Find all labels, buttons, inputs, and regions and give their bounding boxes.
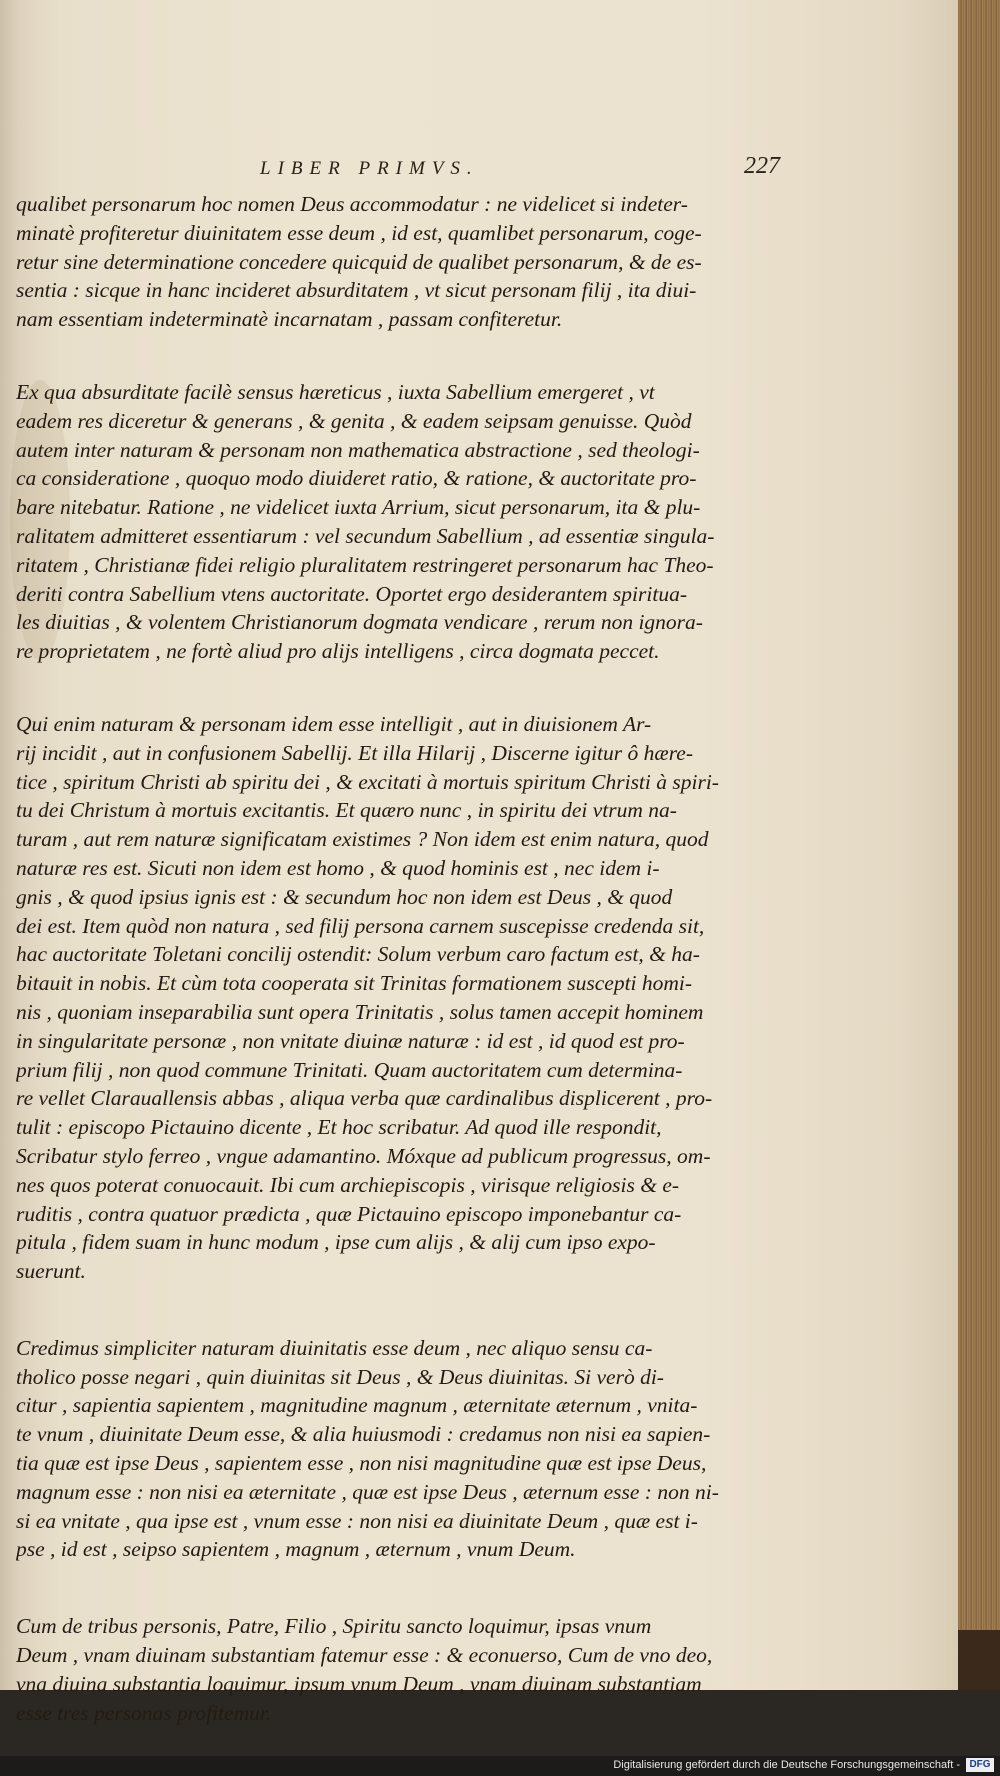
paragraph xyxy=(16,1334,786,1564)
text-line: bare nitebatur. Ratione , ne videlicet iuxta Arrium, sicut personarum, ita & plu- xyxy=(16,495,701,520)
text-line: Credimus simpliciter naturam diuinitatis esse deum , nec aliquo sensu ca- xyxy=(16,1335,653,1360)
dfg-logo: DFG xyxy=(966,1758,994,1772)
text-line: Cum de tribus personis, Patre, Filio , Spiritu sancto loquimur, ipsas vnum xyxy=(16,1614,652,1639)
text-line: Qui enim naturam & personam idem esse intelligit , aut in diuisionem Ar- xyxy=(16,711,652,736)
text-line: tholico posse negari , quin diuinitas sit Deus , & Deus diuinitas. Si verò di- xyxy=(16,1364,664,1389)
text-line: pse , id est , seipso sapientem , magnum , æternum , vnum Deum. xyxy=(16,1537,576,1562)
text-line: deriti contra Sabellium vtens auctoritate. Oportet ergo desiderantem spiritua- xyxy=(16,581,687,606)
text-line: hac auctoritate Toletani concilij ostendit: Solum verbum caro factum est, & ha- xyxy=(16,942,700,967)
digitization-credit: Digitalisierung gefördert durch die Deutsche Forschungsgemeinschaft - xyxy=(613,1759,960,1771)
text-line: in singularitate personæ , non vnitate diuinæ naturæ : id est , id quod est pro- xyxy=(16,1028,685,1053)
text-line: ca consideratione , quoquo modo diuideret ratio, & ratione, & auctoritate pro- xyxy=(16,466,697,491)
text-line: re vellet Clarauallensis abbas , aliqua verba quæ cardinalibus displicerent , pro- xyxy=(16,1086,713,1111)
text-line: nam essentiam indeterminatè incarnatam , passam confiteretur. xyxy=(16,307,563,332)
paragraph xyxy=(16,190,786,334)
body-text xyxy=(16,190,786,1727)
text-line: gnis , & quod ipsius ignis est : & secundum hoc non idem est Deus , & quod xyxy=(16,884,673,909)
paragraph xyxy=(16,378,786,666)
text-line: ritatem , Christianæ fidei religio pluralitatem restringeret personarum hac Theo- xyxy=(16,552,714,577)
paragraph xyxy=(16,1612,786,1727)
text-line: minatè profiteretur diuinitatem esse deum , id est, quamlibet personarum, coge- xyxy=(16,220,702,245)
text-line: tice , spiritum Christi ab spiritu dei , & excitati à mortuis spiritum Christi à spiri- xyxy=(16,769,719,794)
text-line: nes quos poterat conuocauit. Ibi cum archiepiscopis , virisque religiosis & e- xyxy=(16,1172,680,1197)
text-line: retur sine determinatione concedere quicquid de qualibet personarum, & de es- xyxy=(16,249,702,274)
text-line: prium filij , non quod commune Trinitati. Quam auctoritatem cum determina- xyxy=(16,1057,683,1082)
text-line: tu dei Christum à mortuis excitantis. Et quæro nunc , in spiritu dei vtrum na- xyxy=(16,798,677,823)
text-line: pitula , fidem suam in hunc modum , ipse cum alijs , & alij cum ipso expo- xyxy=(16,1230,656,1255)
book-fore-edge xyxy=(958,0,1000,1630)
text-line: esse tres personas profitemur. xyxy=(16,1700,272,1725)
text-line: Ex qua absurditate facilè sensus hæreticus , iuxta Sabellium emergeret , vt xyxy=(16,379,655,404)
text-line: citur , sapientia sapientem , magnitudine magnum , æternitate æternum , vnita- xyxy=(16,1393,698,1418)
text-line: les diuitias , & volentem Christianorum dogmata vendicare , rerum non ignora- xyxy=(16,610,703,635)
text-line: dei est. Item quòd non natura , sed filij persona carnem suscepisse credenda sit, xyxy=(16,913,705,938)
text-line: turam , aut rem naturæ significatam existimes ? Non idem est enim natura, quod xyxy=(16,827,709,852)
text-line: tulit : episcopo Pictauino dicente , Et hoc scribatur. Ad quod ille respondit, xyxy=(16,1115,662,1140)
book-fore-edge-shadow xyxy=(958,1630,1000,1690)
text-line: ralitatem admitteret essentiarum : vel secundum Sabellium , ad essentiæ singula- xyxy=(16,523,715,548)
text-line: eadem res diceretur & generans , & genita , & eadem seipsam genuisse. Quòd xyxy=(16,408,692,433)
paragraph-gap xyxy=(16,1286,786,1334)
text-line: naturæ res est. Sicuti non idem est homo , & quod hominis est , nec idem i- xyxy=(16,855,660,880)
paragraph-gap xyxy=(16,666,786,710)
running-head: LIBER PRIMVS. xyxy=(260,158,479,179)
text-line: ruditis , contra quatuor prædicta , quæ Pictauino episcopo imponebantur ca- xyxy=(16,1201,682,1226)
text-line: Scribatur stylo ferreo , vngue adamantino. Móxque ad publicum progressus, om- xyxy=(16,1143,711,1168)
text-line: vna diuina substantia loquimur, ipsum vnum Deum , vnam diuinam substantiam xyxy=(16,1671,702,1696)
text-line: qualibet personarum hoc nomen Deus accommodatur : ne videlicet si indeter- xyxy=(16,192,688,216)
text-line: te vnum , diuinitate Deum esse, & alia huiusmodi : credamus non nisi ea sapien- xyxy=(16,1422,711,1447)
text-line: magnum esse : non nisi ea æternitate , quæ est ipse Deus , æternum esse : non ni- xyxy=(16,1479,719,1504)
paragraph-gap xyxy=(16,334,786,378)
text-line: rij incidit , aut in confusionem Sabellij. Et illa Hilarij , Discerne igitur ô hære- xyxy=(16,740,694,765)
text-line: re proprietatem , ne fortè aliud pro alijs intelligens , circa dogmata peccet. xyxy=(16,639,660,664)
page-number: 227 xyxy=(744,153,780,179)
text-line: sentia : sicque in hanc incideret absurditatem , vt sicut personam filij , ita diui- xyxy=(16,278,697,303)
paragraph-gap xyxy=(16,1564,786,1612)
text-line: si ea vnitate , qua ipse est , vnum esse : non nisi ea diuinitate Deum , quæ est i- xyxy=(16,1508,698,1533)
text-line: suerunt. xyxy=(16,1259,86,1284)
text-line: nis , quoniam inseparabilia sunt opera Trinitatis , solus tamen accepit hominem xyxy=(16,999,704,1024)
paragraph xyxy=(16,710,786,1286)
text-line: tia quæ est ipse Deus , sapientem esse , non nisi magnitudine quæ est ipse Deus, xyxy=(16,1451,707,1476)
text-line: bitauit in nobis. Et cùm tota cooperata sit Trinitas formationem suscepti homi- xyxy=(16,971,693,996)
text-line: autem inter naturam & personam non mathematica abstractione , sed theologi- xyxy=(16,437,700,462)
text-line: Deum , vnam diuinam substantiam fatemur esse : & econuerso, Cum de vno deo, xyxy=(16,1643,713,1668)
